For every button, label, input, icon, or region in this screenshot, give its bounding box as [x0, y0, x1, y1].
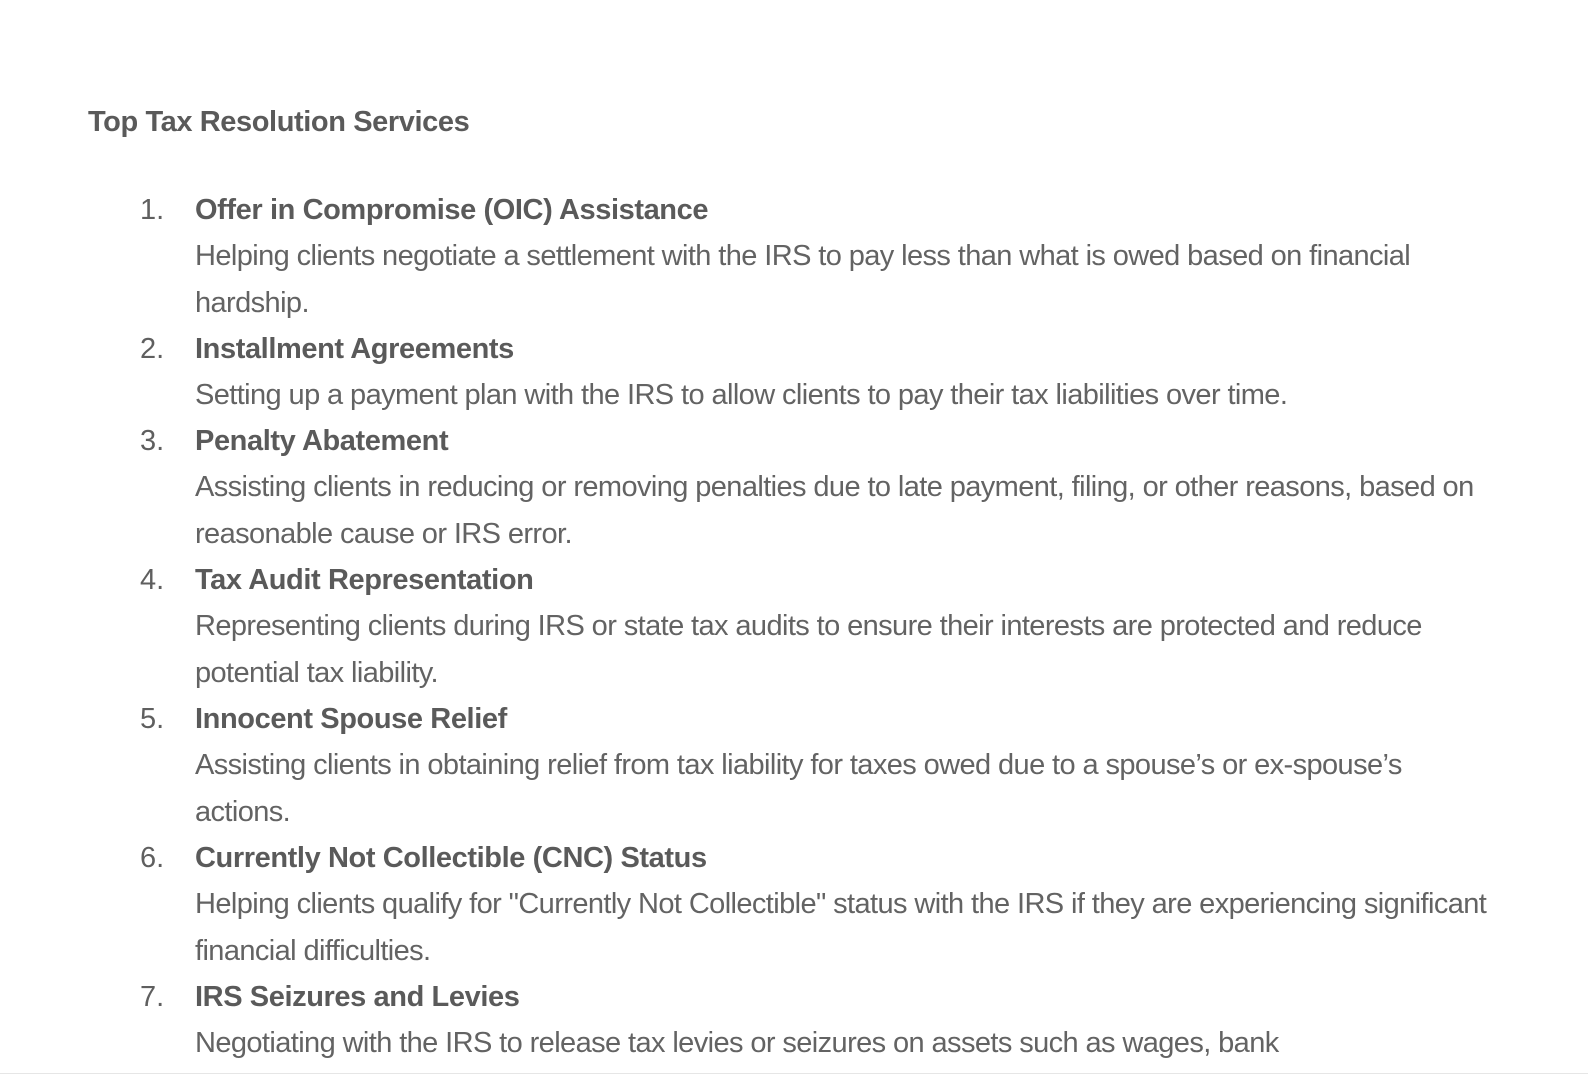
list-item — [0, 419, 1588, 558]
list-item — [0, 836, 1588, 975]
list-item-description: Assisting clients in obtaining relief from tax liability for taxes owed due to a spouse’s or ex-spouse’s actions. — [195, 749, 1402, 828]
list-item-heading: Currently Not Collectible (CNC) Status — [195, 842, 707, 874]
list-item-heading: Installment Agreements — [195, 333, 514, 365]
list-item — [0, 558, 1588, 697]
list-item-heading: IRS Seizures and Levies — [195, 981, 520, 1013]
list-item-description: Helping clients qualify for "Currently Not Collectible" status with the IRS if they are experiencing significant financial difficulties. — [195, 888, 1487, 967]
list-item-heading: Tax Audit Representation — [195, 564, 534, 596]
list-item-number: 5. — [140, 703, 165, 735]
list-item-description: Assisting clients in reducing or removing penalties due to late payment, filing, or other reasons, based on reasonable cause or IRS error. — [195, 471, 1474, 550]
list-item-number: 2. — [140, 333, 165, 365]
list-item-description: Representing clients during IRS or state tax audits to ensure their interests are protected and reduce potential tax liability. — [195, 610, 1422, 689]
list-item-description: Negotiating with the IRS to release tax levies or seizures on assets such as wages, bank — [195, 1027, 1279, 1059]
list-item-number: 6. — [140, 842, 165, 874]
list-item — [0, 975, 1588, 1067]
list-item-heading: Penalty Abatement — [195, 425, 449, 457]
list-item-number: 7. — [140, 981, 165, 1013]
list-item-heading: Offer in Compromise (OIC) Assistance — [195, 194, 709, 226]
list-item-description: Helping clients negotiate a settlement with the IRS to pay less than what is owed based on financial hardship. — [195, 240, 1411, 319]
list-item — [0, 697, 1588, 836]
list-item-number: 3. — [140, 425, 165, 457]
list-item-number: 4. — [140, 564, 165, 596]
page-bottom-divider — [0, 1073, 1588, 1074]
list-item-description: Setting up a payment plan with the IRS to allow clients to pay their tax liabilities over time. — [195, 379, 1288, 411]
list-item — [0, 188, 1588, 327]
list-item-heading: Innocent Spouse Relief — [195, 703, 507, 735]
list-item — [0, 327, 1588, 419]
services-list — [0, 188, 1588, 1067]
list-item-number: 1. — [140, 194, 165, 226]
document-title: Top Tax Resolution Services — [88, 106, 470, 138]
